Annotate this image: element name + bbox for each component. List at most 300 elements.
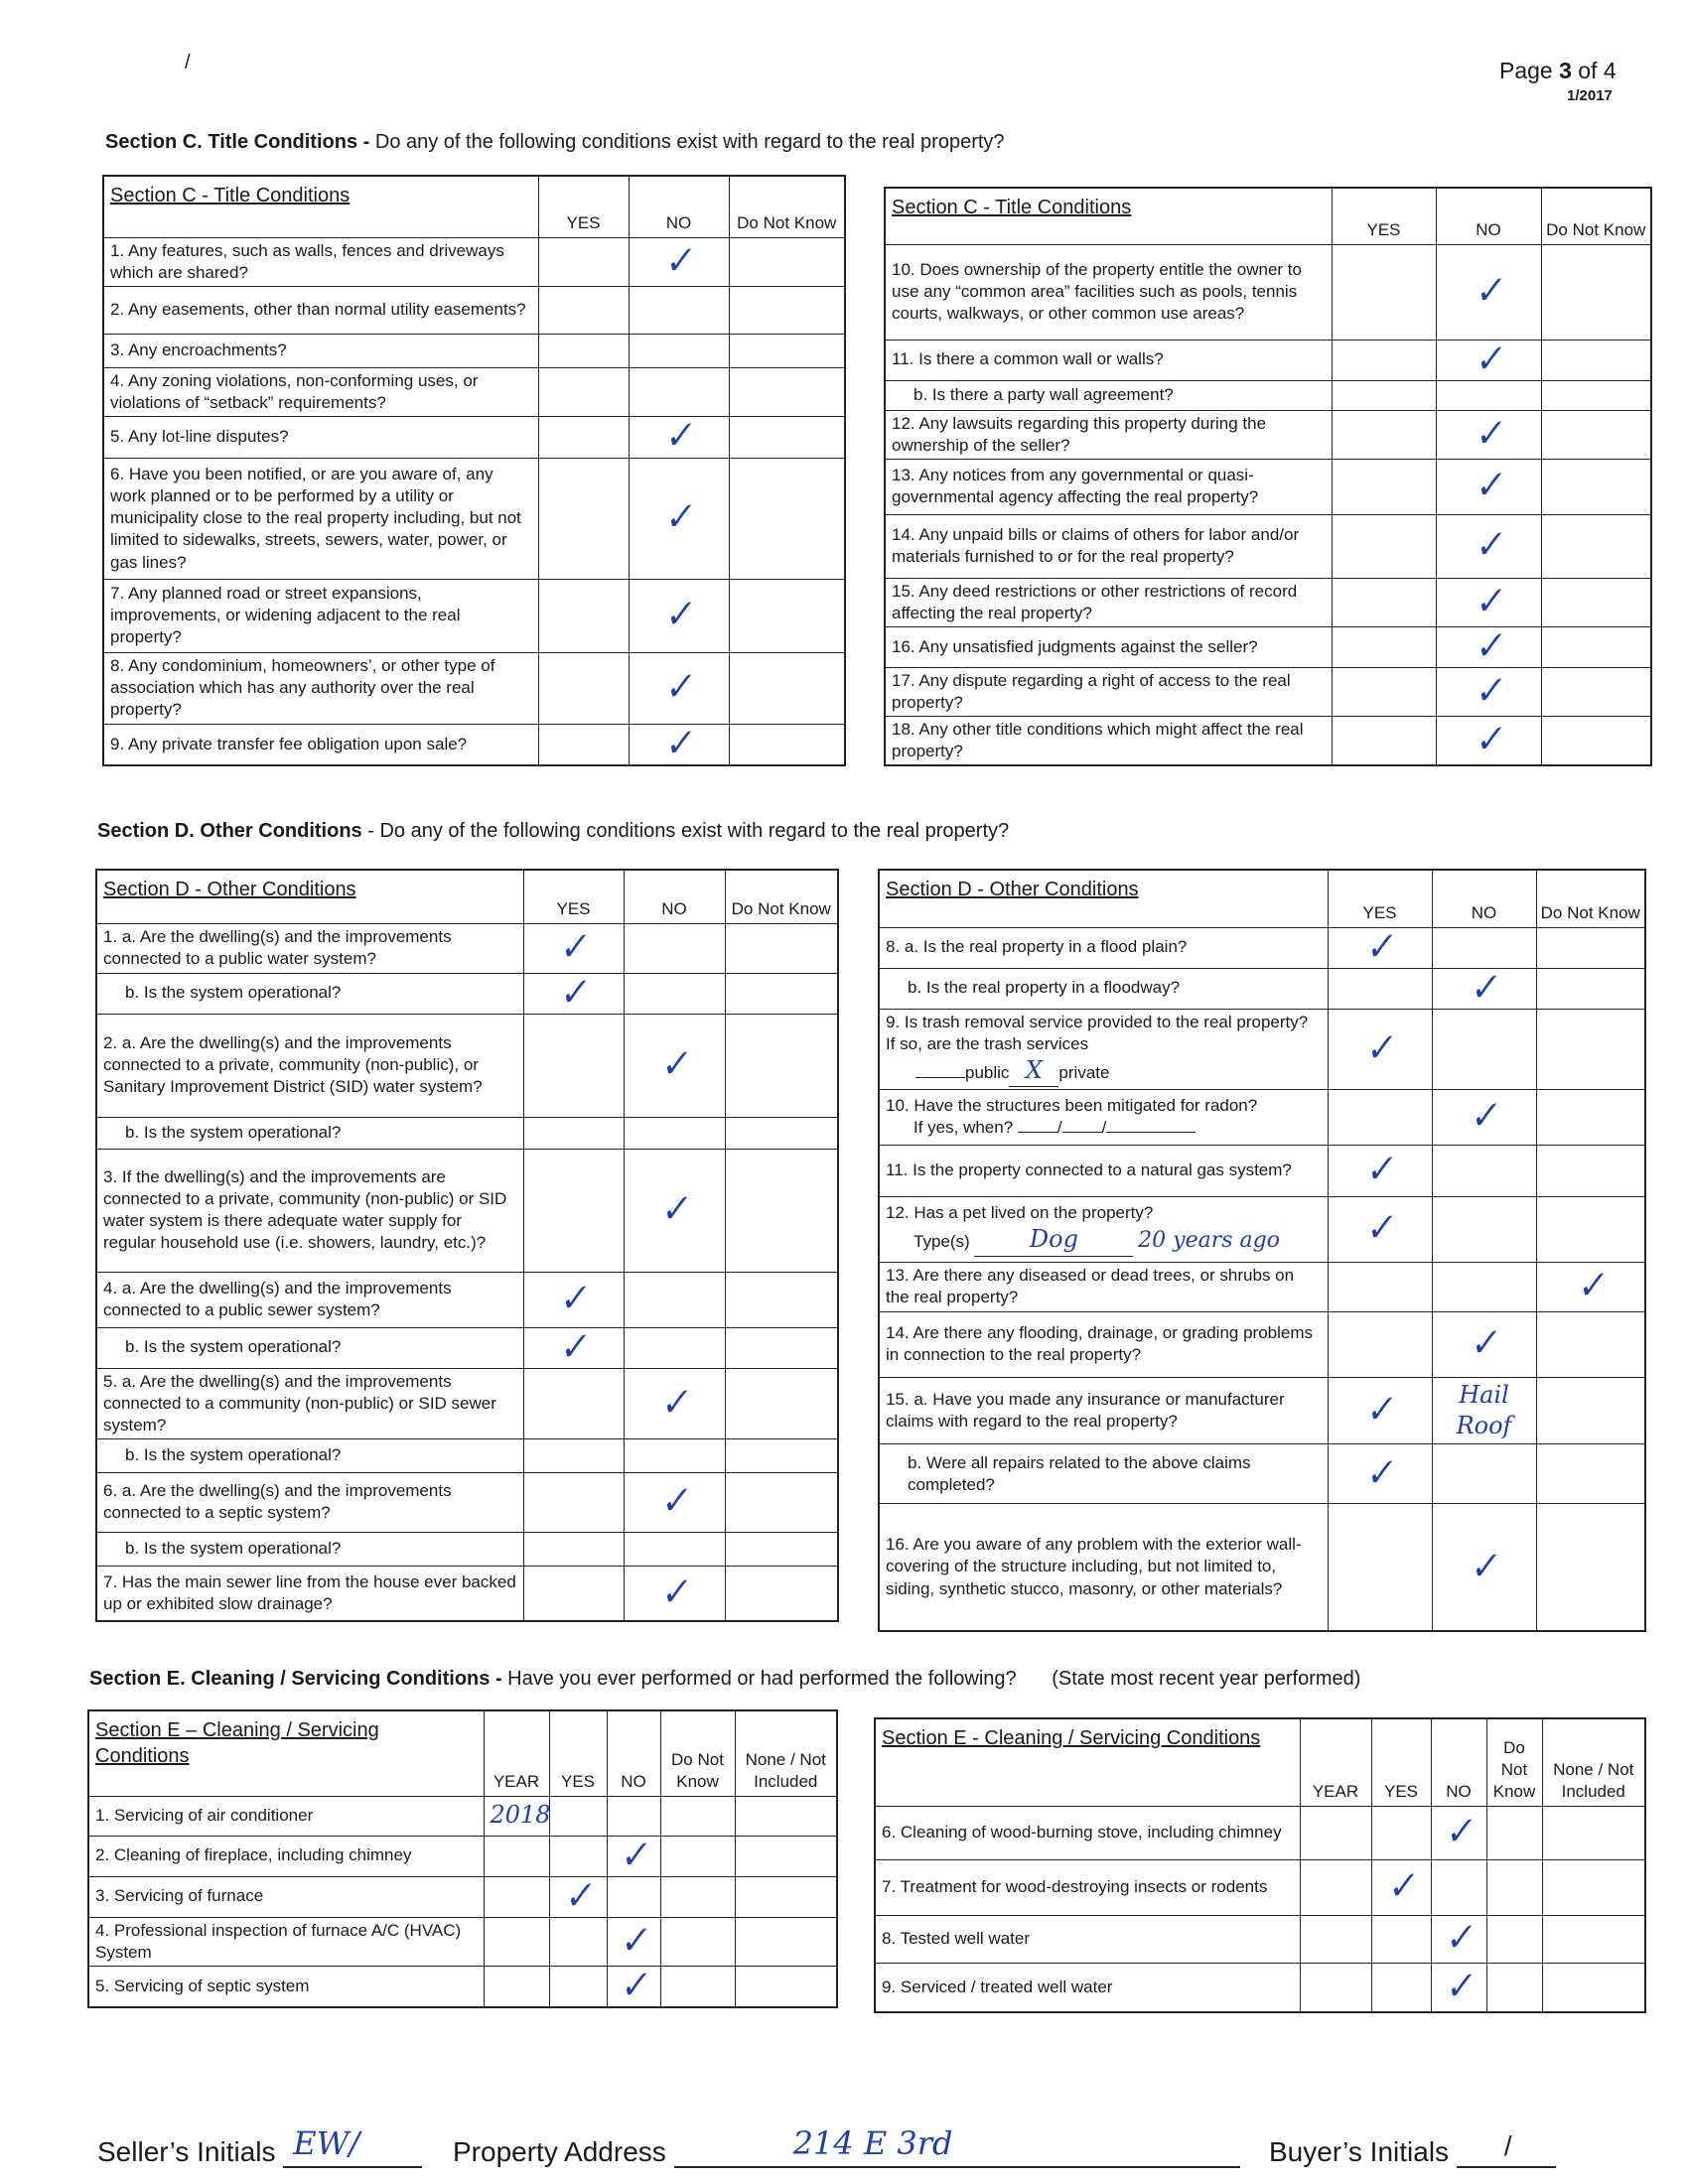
check-no-icon[interactable]: ✓ xyxy=(660,238,697,284)
table-row xyxy=(879,1377,1645,1443)
answer-dnk xyxy=(1536,1196,1645,1262)
check-no-icon[interactable]: ✓ xyxy=(1471,669,1506,714)
question-text: 9. Serviced / treated well water xyxy=(875,1963,1300,2012)
question-text: 6. Have you been notified, or are you aware of, any work planned or to be performed by a utility or municipality close to the real property including, but not limited to sidewalks, streets, sewers, water, power, or gas lines? xyxy=(103,458,538,579)
table-row xyxy=(96,923,838,973)
answer-yes xyxy=(1328,1145,1432,1196)
question-text: 7. Any planned road or street expansions, improvements, or widening adjacent to the real property? xyxy=(103,579,538,652)
question-text: 6. Cleaning of wood-burning stove, including chimney xyxy=(875,1806,1300,1859)
question-text: 1. Any features, such as walls, fences and driveways which are shared? xyxy=(103,237,538,286)
question-text: 11. Is there a common wall or walls? xyxy=(885,340,1332,380)
answer-yes xyxy=(1371,1859,1431,1915)
answer-dnk xyxy=(1486,1915,1542,1963)
answer-yes xyxy=(538,416,629,458)
answer-yes xyxy=(549,1966,607,2007)
check-no-icon[interactable]: ✓ xyxy=(1471,523,1506,569)
answer-no xyxy=(1436,514,1541,578)
year-cell xyxy=(1300,1915,1371,1963)
answer-none xyxy=(1542,1915,1645,1963)
answer-dnk xyxy=(1541,244,1651,340)
col-none: None / Not Included xyxy=(735,1710,837,1796)
answer-no xyxy=(1432,1196,1536,1262)
question-text: 14. Any unpaid bills or claims of others for labor and/or materials furnished to or for the real property? xyxy=(885,514,1332,578)
answer-no xyxy=(1432,1009,1536,1089)
answer-yes xyxy=(1328,1377,1432,1443)
question-text: b. Is the system operational? xyxy=(96,973,523,1014)
year-cell xyxy=(484,1836,549,1876)
answer-yes xyxy=(1332,380,1436,410)
question-text: 15. Any deed restrictions or other restrictions of record affecting the real property? xyxy=(885,578,1332,626)
answer-none xyxy=(1542,1963,1645,2012)
answer-no xyxy=(607,1833,660,1878)
table-row xyxy=(879,1504,1645,1631)
answer-no xyxy=(607,1917,660,1966)
col-dnk: Do Not Know xyxy=(729,176,845,237)
table-row xyxy=(103,286,845,334)
answer-dnk xyxy=(1541,340,1651,380)
answer-yes xyxy=(1328,1262,1432,1311)
answer-yes xyxy=(1328,968,1432,1009)
answer-dnk xyxy=(1536,1377,1645,1443)
answer-none xyxy=(735,1876,837,1917)
answer-no xyxy=(1436,244,1541,340)
check-no-icon[interactable]: ✓ xyxy=(1441,1964,1477,2009)
answer-no xyxy=(624,1532,725,1566)
table-title: Section D - Other Conditions xyxy=(96,870,523,923)
question-text: 18. Any other title conditions which might affect the real property? xyxy=(885,717,1332,766)
table-row xyxy=(885,626,1651,667)
question-text: 2. Cleaning of fireplace, including chimney xyxy=(88,1836,484,1876)
answer-no xyxy=(629,458,729,579)
section-c-left-table xyxy=(102,175,846,766)
answer-dnk xyxy=(725,923,838,973)
col-dnk: Do Not Know xyxy=(1486,1718,1542,1806)
page-number: Page 3 of 4 xyxy=(1499,58,1617,83)
check-no-icon[interactable]: ✓ xyxy=(656,1570,692,1615)
answer-no xyxy=(624,973,725,1014)
question-text: 12. Has a pet lived on the property? Type(s) Dog 20 years ago xyxy=(879,1196,1328,1262)
col-no: NO xyxy=(1436,188,1541,244)
table-row xyxy=(96,1117,838,1149)
answer-no xyxy=(1436,717,1541,766)
question-text: 8. Any condominium, homeowners’, or other type of association which has any authority over the real property? xyxy=(103,652,538,724)
answer-yes xyxy=(538,458,629,579)
question-text: 7. Treatment for wood-destroying insects or rodents xyxy=(875,1859,1300,1915)
section-e-right-table xyxy=(874,1717,1646,2013)
check-no-icon[interactable]: ✓ xyxy=(1441,1810,1477,1854)
check-no-icon[interactable]: ✓ xyxy=(1466,1321,1502,1367)
answer-no xyxy=(1431,1963,1486,2012)
table-row xyxy=(96,1532,838,1566)
question-text: 3. Any encroachments? xyxy=(103,334,538,367)
check-yes-icon[interactable]: ✓ xyxy=(1361,924,1398,970)
answer-yes xyxy=(538,334,629,367)
answer-dnk xyxy=(725,1117,838,1149)
table-title: Section D - Other Conditions xyxy=(879,870,1328,927)
answer-yes xyxy=(1332,717,1436,766)
answer-dnk xyxy=(1536,1311,1645,1377)
seller-initials: Seller’s Initials EW/ xyxy=(97,2134,422,2168)
answer-dnk xyxy=(1541,667,1651,716)
col-dnk: Do Not Know xyxy=(660,1710,735,1796)
check-yes-icon[interactable]: ✓ xyxy=(555,1324,592,1370)
check-yes-icon[interactable]: ✓ xyxy=(1383,1864,1419,1909)
table-row xyxy=(879,927,1645,968)
section-d-left-table xyxy=(95,869,839,1622)
table-row xyxy=(875,1963,1645,2012)
answer-dnk xyxy=(1536,1145,1645,1196)
answer-yes xyxy=(1332,410,1436,459)
question-text: 2. a. Are the dwelling(s) and the improvements connected to a private, community (non-public), or Sanitary Improvement District (SID) water system? xyxy=(96,1014,523,1117)
question-text: 15. a. Have you made any insurance or manufacturer claims with regard to the real property? xyxy=(879,1377,1328,1443)
answer-yes xyxy=(538,367,629,416)
col-yes: YES xyxy=(538,176,629,237)
answer-dnk xyxy=(725,1272,838,1327)
claim-note[interactable]: Hail Roof xyxy=(1456,1380,1512,1440)
table-title: Section E - Cleaning / Servicing Conditions xyxy=(875,1718,1300,1806)
answer-dnk xyxy=(725,1566,838,1621)
table-row xyxy=(96,1368,838,1438)
answer-no xyxy=(607,1876,660,1917)
question-text: 16. Any unsatisfied judgments against the seller? xyxy=(885,626,1332,667)
check-no-icon[interactable]: ✓ xyxy=(1466,965,1502,1011)
answer-yes xyxy=(1332,244,1436,340)
question-text: 13. Any notices from any governmental or quasi-governmental agency affecting the real property? xyxy=(885,459,1332,514)
answer-no xyxy=(1432,1089,1536,1145)
table-row xyxy=(879,1009,1645,1089)
col-dnk: Do Not Know xyxy=(725,870,838,923)
table-row xyxy=(96,973,838,1014)
table-row xyxy=(103,652,845,724)
check-no-icon[interactable]: ✓ xyxy=(616,1963,651,2008)
answer-yes xyxy=(523,1532,624,1566)
stray-mark: / xyxy=(185,52,191,73)
answer-no xyxy=(624,1368,725,1438)
answer-dnk xyxy=(729,652,845,724)
table-row xyxy=(88,1917,837,1966)
check-no-icon[interactable]: ✓ xyxy=(656,1479,692,1525)
year-cell xyxy=(1300,1859,1371,1915)
question-text: 6. a. Are the dwelling(s) and the improvements connected to a septic system? xyxy=(96,1472,523,1532)
answer-no xyxy=(1436,459,1541,514)
question-text: 8. Tested well water xyxy=(875,1915,1300,1963)
year-value[interactable]: 2018 xyxy=(490,1801,551,1830)
property-address: Property Address 214 E 3rd xyxy=(453,2134,1240,2168)
answer-no xyxy=(1432,1444,1536,1504)
answer-no xyxy=(629,652,729,724)
answer-no xyxy=(624,1149,725,1272)
check-no-icon[interactable]: ✓ xyxy=(660,593,697,638)
answer-dnk xyxy=(1536,1262,1645,1311)
question-text: 14. Are there any flooding, drainage, or grading problems in connection to the real property? xyxy=(879,1311,1328,1377)
answer-dnk xyxy=(729,367,845,416)
answer-yes xyxy=(523,1438,624,1472)
table-row xyxy=(88,1876,837,1917)
table-row xyxy=(885,244,1651,340)
question-text: 1. a. Are the dwelling(s) and the improvements connected to a public water system? xyxy=(96,923,523,973)
check-no-icon[interactable]: ✓ xyxy=(1471,718,1506,763)
answer-no xyxy=(607,1963,660,2008)
question-text: b. Is there a party wall agreement? xyxy=(885,380,1332,410)
check-yes-icon[interactable]: ✓ xyxy=(555,1277,592,1321)
answer-no xyxy=(1431,1915,1486,1963)
answer-no xyxy=(624,1117,725,1149)
check-yes-icon[interactable]: ✓ xyxy=(1361,1388,1398,1433)
answer-no xyxy=(624,923,725,973)
table-row xyxy=(103,579,845,652)
answer-none xyxy=(735,1966,837,2007)
table-row xyxy=(875,1859,1645,1915)
answer-yes xyxy=(538,579,629,652)
answer-no xyxy=(1432,1311,1536,1377)
pet-note: 20 years ago xyxy=(1138,1228,1280,1254)
col-none: None / Not Included xyxy=(1542,1718,1645,1806)
table-row xyxy=(875,1915,1645,1963)
col-yes: YES xyxy=(1332,188,1436,244)
question-text: b. Is the system operational? xyxy=(96,1532,523,1566)
answer-yes xyxy=(1328,1504,1432,1631)
table-row xyxy=(96,1014,838,1117)
answer-yes xyxy=(549,1873,607,1919)
answer-dnk xyxy=(1536,968,1645,1009)
check-no-icon[interactable]: ✓ xyxy=(1466,1094,1502,1140)
check-no-icon[interactable]: ✓ xyxy=(1471,411,1506,457)
answer-no xyxy=(624,1327,725,1368)
answer-no xyxy=(1432,1377,1536,1443)
answer-yes xyxy=(549,1796,607,1836)
table-row xyxy=(885,667,1651,716)
year-cell xyxy=(1300,1806,1371,1859)
answer-dnk xyxy=(660,1836,735,1876)
year-cell xyxy=(1300,1963,1371,2012)
question-text: b. Were all repairs related to the above claims completed? xyxy=(879,1444,1328,1504)
answer-no xyxy=(1432,1262,1536,1311)
check-no-icon[interactable]: ✓ xyxy=(660,665,697,711)
answer-none xyxy=(1542,1806,1645,1859)
answer-dnk xyxy=(1541,514,1651,578)
answer-no xyxy=(1432,965,1536,1011)
pet-type-value[interactable]: Dog xyxy=(1029,1225,1078,1254)
col-dnk: Do Not Know xyxy=(1541,188,1651,244)
answer-dnk xyxy=(1536,1009,1645,1089)
question-text: 4. a. Are the dwelling(s) and the improvements connected to a public sewer system? xyxy=(96,1272,523,1327)
table-row xyxy=(879,1444,1645,1504)
answer-yes xyxy=(538,724,629,765)
question-text: 10. Does ownership of the property entitle the owner to use any “common area” facilities such as pools, tennis courts, walkways, or other common use areas? xyxy=(885,244,1332,340)
answer-dnk xyxy=(1541,380,1651,410)
table-title: Section C - Title Conditions xyxy=(885,188,1332,244)
answer-dnk xyxy=(1486,1806,1542,1859)
question-text: 3. Servicing of furnace xyxy=(88,1876,484,1917)
table-row xyxy=(103,367,845,416)
table-title: Section C - Title Conditions xyxy=(103,176,538,237)
question-text: 3. If the dwelling(s) and the improvements are connected to a private, community (non-public) or SID water system is there adequate water supply for regular household use (i.e. showers, laundry, etc.)? xyxy=(96,1149,523,1272)
check-no-icon[interactable]: ✓ xyxy=(656,1187,692,1232)
answer-yes xyxy=(1328,1089,1432,1145)
answer-dnk xyxy=(729,724,845,765)
question-text: 7. Has the main sewer line from the house ever backed up or exhibited slow drainage? xyxy=(96,1566,523,1621)
answer-yes xyxy=(1332,578,1436,626)
answer-no xyxy=(629,579,729,652)
answer-yes xyxy=(538,652,629,724)
table-row xyxy=(103,237,845,286)
check-no-icon[interactable]: ✓ xyxy=(1471,269,1506,314)
question-text: 9. Is trash removal service provided to the real property? If so, are the trash services public X private xyxy=(879,1009,1328,1089)
col-yes: YES xyxy=(523,870,624,923)
col-yes: YES xyxy=(1328,870,1432,927)
table-row xyxy=(885,514,1651,578)
property-address-value[interactable]: 214 E 3rd xyxy=(792,2124,953,2162)
table-row xyxy=(103,724,845,765)
answer-dnk xyxy=(725,1472,838,1532)
answer-dnk xyxy=(660,1876,735,1917)
check-no-icon[interactable]: ✓ xyxy=(660,414,697,460)
answer-yes xyxy=(1332,459,1436,514)
answer-yes xyxy=(1332,514,1436,578)
answer-dnk xyxy=(729,458,845,579)
col-no: NO xyxy=(624,870,725,923)
answer-no xyxy=(1436,667,1541,716)
answer-no xyxy=(629,237,729,286)
answer-none xyxy=(735,1917,837,1966)
question-text: 8. a. Is the real property in a flood plain? xyxy=(879,927,1328,968)
answer-yes xyxy=(523,1272,624,1327)
answer-no xyxy=(1432,1145,1536,1196)
answer-yes xyxy=(523,923,624,973)
answer-no xyxy=(629,286,729,334)
trash-private-mark[interactable]: X xyxy=(1025,1055,1043,1084)
check-no-icon[interactable]: ✓ xyxy=(616,1918,651,1964)
table-row xyxy=(879,1311,1645,1377)
table-row xyxy=(885,340,1651,380)
col-year: YEAR xyxy=(484,1710,549,1796)
check-yes-icon[interactable]: ✓ xyxy=(1361,1025,1398,1071)
buyer-initials: Buyer’s Initials / xyxy=(1269,2134,1556,2168)
check-no-icon[interactable]: ✓ xyxy=(660,722,697,767)
check-no-icon[interactable]: ✓ xyxy=(1471,623,1506,669)
answer-none xyxy=(735,1796,837,1836)
table-row xyxy=(96,1327,838,1368)
year-cell xyxy=(484,1966,549,2007)
answer-no xyxy=(629,416,729,458)
answer-yes xyxy=(523,1324,624,1370)
answer-yes xyxy=(523,1014,624,1117)
answer-dnk xyxy=(729,416,845,458)
check-no-icon[interactable]: ✓ xyxy=(656,1042,692,1087)
question-text: 5. Any lot-line disputes? xyxy=(103,416,538,458)
answer-dnk xyxy=(1536,927,1645,968)
check-yes-icon[interactable]: ✓ xyxy=(560,1873,596,1919)
answer-yes xyxy=(538,286,629,334)
check-no-icon[interactable]: ✓ xyxy=(1471,579,1506,624)
question-text: 9. Any private transfer fee obligation upon sale? xyxy=(103,724,538,765)
question-text: 12. Any lawsuits regarding this property during the ownership of the seller? xyxy=(885,410,1332,459)
question-text: b. Is the system operational? xyxy=(96,1438,523,1472)
answer-no xyxy=(624,1472,725,1532)
col-year: YEAR xyxy=(1300,1718,1371,1806)
answer-dnk xyxy=(725,1438,838,1472)
question-text: 1. Servicing of air conditioner xyxy=(88,1796,484,1836)
col-no: NO xyxy=(1432,870,1536,927)
check-dnk-icon[interactable]: ✓ xyxy=(1572,1264,1609,1309)
check-no-icon[interactable]: ✓ xyxy=(1466,1544,1502,1589)
question-text: 5. a. Are the dwelling(s) and the improvements connected to a community (non-public) or SID sewer system? xyxy=(96,1368,523,1438)
question-text: 13. Are there any diseased or dead trees, or shrubs on the real property? xyxy=(879,1262,1328,1311)
table-row xyxy=(88,1796,837,1836)
answer-dnk xyxy=(660,1917,735,1966)
section-e-left-table xyxy=(87,1709,838,2008)
table-row xyxy=(88,1966,837,2007)
answer-dnk xyxy=(660,1796,735,1836)
col-yes: YES xyxy=(549,1710,607,1796)
check-yes-icon[interactable]: ✓ xyxy=(1361,1206,1398,1252)
answer-dnk xyxy=(729,579,845,652)
question-text: 16. Are you aware of any problem with the exterior wall-covering of the structure including, but not limited to, siding, synthetic stucco, masonry, or other materials? xyxy=(879,1504,1328,1631)
question-text: 4. Any zoning violations, non-conforming uses, or violations of “setback” requirements? xyxy=(103,367,538,416)
table-row xyxy=(879,1089,1645,1145)
check-no-icon[interactable]: ✓ xyxy=(1441,1916,1477,1961)
answer-yes xyxy=(1328,1196,1432,1262)
table-row xyxy=(879,968,1645,1009)
answer-yes xyxy=(1332,340,1436,380)
answer-yes xyxy=(549,1917,607,1966)
answer-dnk xyxy=(729,286,845,334)
answer-dnk xyxy=(1541,717,1651,766)
table-row xyxy=(885,459,1651,514)
answer-yes xyxy=(523,970,624,1016)
check-yes-icon[interactable]: ✓ xyxy=(1361,1450,1398,1496)
year-cell xyxy=(484,1917,549,1966)
col-dnk: Do Not Know xyxy=(1536,870,1645,927)
check-no-icon[interactable]: ✓ xyxy=(660,495,697,541)
check-no-icon[interactable]: ✓ xyxy=(1471,337,1506,382)
question-text: 4. Professional inspection of furnace A/C (HVAC) System xyxy=(88,1917,484,1966)
table-row xyxy=(88,1836,837,1876)
answer-no xyxy=(629,367,729,416)
check-no-icon[interactable]: ✓ xyxy=(616,1833,651,1878)
check-yes-icon[interactable]: ✓ xyxy=(555,925,592,970)
answer-no xyxy=(1436,380,1541,410)
col-no: NO xyxy=(1431,1718,1486,1806)
answer-yes xyxy=(1371,1915,1431,1963)
check-no-icon[interactable]: ✓ xyxy=(1471,464,1506,509)
table-row xyxy=(885,380,1651,410)
answer-no xyxy=(624,1014,725,1117)
answer-none xyxy=(735,1836,837,1876)
table-title: Section E – Cleaning / Servicing Conditions xyxy=(88,1710,484,1796)
question-text: b. Is the system operational? xyxy=(96,1327,523,1368)
answer-yes xyxy=(1328,1311,1432,1377)
col-no: NO xyxy=(629,176,729,237)
check-yes-icon[interactable]: ✓ xyxy=(1361,1148,1398,1193)
table-row xyxy=(879,1262,1645,1311)
check-no-icon[interactable]: ✓ xyxy=(656,1380,692,1426)
answer-no xyxy=(1436,623,1541,669)
answer-yes xyxy=(523,1368,624,1438)
table-row xyxy=(885,410,1651,459)
answer-no xyxy=(607,1796,660,1836)
answer-dnk xyxy=(1541,410,1651,459)
seller-initials-value[interactable]: EW/ xyxy=(293,2124,360,2162)
answer-no xyxy=(629,334,729,367)
answer-yes xyxy=(1371,1806,1431,1859)
check-yes-icon[interactable]: ✓ xyxy=(555,970,592,1016)
answer-no xyxy=(1432,1504,1536,1631)
table-row xyxy=(96,1472,838,1532)
question-text: 11. Is the property connected to a natural gas system? xyxy=(879,1145,1328,1196)
table-row xyxy=(103,416,845,458)
answer-yes xyxy=(1371,1963,1431,2012)
